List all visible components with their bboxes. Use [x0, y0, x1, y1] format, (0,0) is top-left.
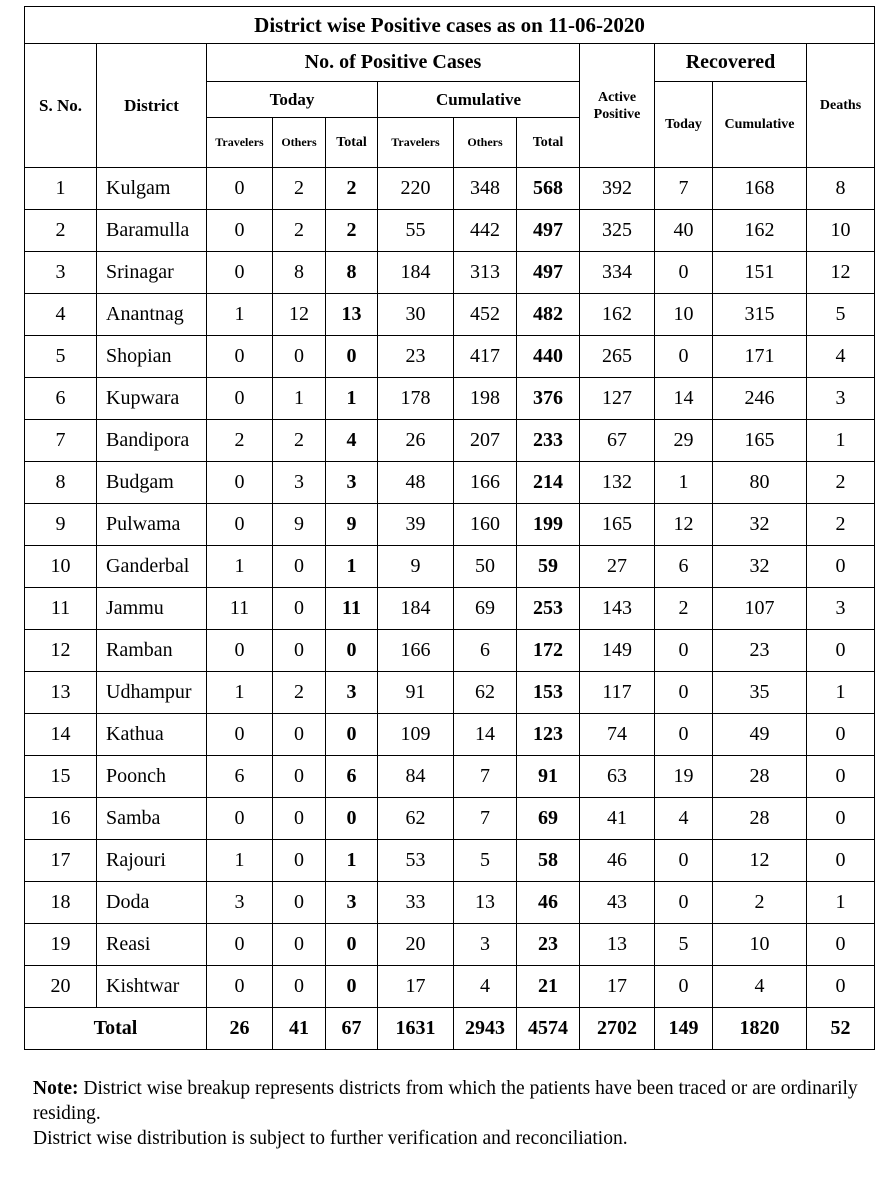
cell-recovered-cumulative: 35	[713, 672, 807, 714]
cell-recovered-today: 10	[655, 294, 713, 336]
total-cell: 1631	[378, 1008, 454, 1050]
note-text-1: District wise breakup represents districts from which the patients have been traced or are ordinarily residing.	[33, 1078, 858, 1124]
cell-recovered-cumulative: 23	[713, 630, 807, 672]
cell-cum-travelers: 48	[378, 462, 454, 504]
cell-deaths: 2	[807, 504, 875, 546]
cell-recovered-cumulative: 32	[713, 504, 807, 546]
cell-recovered-cumulative: 32	[713, 546, 807, 588]
cell-today-others: 12	[273, 294, 326, 336]
cell-recovered-today: 0	[655, 336, 713, 378]
header-cum-others: Others	[454, 118, 517, 168]
cell-active-positive: 41	[580, 798, 655, 840]
cell-today-others: 2	[273, 420, 326, 462]
cell-deaths: 12	[807, 252, 875, 294]
cell-today-others: 0	[273, 630, 326, 672]
cell-today-total: 0	[326, 798, 378, 840]
cell-deaths: 0	[807, 630, 875, 672]
header-cumulative: Cumulative	[378, 82, 580, 118]
cell-cum-travelers: 26	[378, 420, 454, 462]
cell-today-total: 3	[326, 882, 378, 924]
cell-cum-travelers: 91	[378, 672, 454, 714]
cell-deaths: 0	[807, 798, 875, 840]
cell-today-others: 3	[273, 462, 326, 504]
cell-today-others: 0	[273, 714, 326, 756]
cell-today-travelers: 0	[207, 378, 273, 420]
cell-active-positive: 165	[580, 504, 655, 546]
cell-deaths: 10	[807, 210, 875, 252]
cell-today-travelers: 0	[207, 336, 273, 378]
cell-recovered-today: 12	[655, 504, 713, 546]
cell-cum-travelers: 9	[378, 546, 454, 588]
cell-today-total: 0	[326, 336, 378, 378]
cell-district: Kishtwar	[97, 966, 207, 1008]
cell-sno: 18	[25, 882, 97, 924]
cell-cum-others: 4	[454, 966, 517, 1008]
cell-recovered-cumulative: 28	[713, 798, 807, 840]
cell-recovered-today: 2	[655, 588, 713, 630]
cell-cum-total: 172	[517, 630, 580, 672]
cell-district: Kathua	[97, 714, 207, 756]
cell-cum-total: 376	[517, 378, 580, 420]
cell-district: Budgam	[97, 462, 207, 504]
cell-today-total: 9	[326, 504, 378, 546]
total-label: Total	[25, 1008, 207, 1050]
cell-cum-travelers: 30	[378, 294, 454, 336]
cell-today-travelers: 0	[207, 798, 273, 840]
cell-cum-total: 46	[517, 882, 580, 924]
cell-recovered-cumulative: 151	[713, 252, 807, 294]
table-row	[25, 588, 875, 630]
cell-today-others: 0	[273, 924, 326, 966]
cell-recovered-today: 19	[655, 756, 713, 798]
cell-recovered-cumulative: 4	[713, 966, 807, 1008]
cell-cum-travelers: 109	[378, 714, 454, 756]
cell-active-positive: 265	[580, 336, 655, 378]
cell-district: Bandipora	[97, 420, 207, 462]
cell-recovered-cumulative: 10	[713, 924, 807, 966]
cell-active-positive: 117	[580, 672, 655, 714]
cell-today-travelers: 0	[207, 924, 273, 966]
table-row	[25, 966, 875, 1008]
cell-deaths: 0	[807, 714, 875, 756]
cell-sno: 16	[25, 798, 97, 840]
cell-today-travelers: 0	[207, 504, 273, 546]
cell-today-total: 3	[326, 672, 378, 714]
cell-sno: 7	[25, 420, 97, 462]
cell-cum-travelers: 220	[378, 168, 454, 210]
cell-sno: 20	[25, 966, 97, 1008]
cell-today-others: 2	[273, 672, 326, 714]
cell-today-others: 2	[273, 168, 326, 210]
table-row	[25, 882, 875, 924]
cell-sno: 8	[25, 462, 97, 504]
total-cell: 26	[207, 1008, 273, 1050]
cell-district: Doda	[97, 882, 207, 924]
cell-cum-total: 59	[517, 546, 580, 588]
cell-recovered-today: 6	[655, 546, 713, 588]
table-row	[25, 672, 875, 714]
table-row	[25, 840, 875, 882]
table-row	[25, 378, 875, 420]
cell-cum-total: 482	[517, 294, 580, 336]
header-active-positive: Active Positive	[580, 44, 655, 168]
header-district: District	[97, 44, 207, 168]
table-row	[25, 798, 875, 840]
cell-deaths: 0	[807, 840, 875, 882]
cell-cum-travelers: 166	[378, 630, 454, 672]
cell-sno: 19	[25, 924, 97, 966]
cell-today-total: 1	[326, 546, 378, 588]
cell-cum-travelers: 178	[378, 378, 454, 420]
cell-today-travelers: 1	[207, 294, 273, 336]
header-recovered-today: Today	[655, 82, 713, 168]
cell-recovered-cumulative: 49	[713, 714, 807, 756]
cell-sno: 5	[25, 336, 97, 378]
cell-active-positive: 132	[580, 462, 655, 504]
cell-cum-travelers: 184	[378, 252, 454, 294]
district-cases-table	[24, 6, 875, 1050]
cell-today-others: 0	[273, 336, 326, 378]
cell-sno: 2	[25, 210, 97, 252]
note-label: Note:	[33, 1078, 79, 1099]
cell-sno: 13	[25, 672, 97, 714]
cell-recovered-today: 0	[655, 252, 713, 294]
cell-today-travelers: 0	[207, 168, 273, 210]
cell-cum-total: 497	[517, 252, 580, 294]
cell-district: Udhampur	[97, 672, 207, 714]
header-positive-cases: No. of Positive Cases	[207, 44, 580, 82]
cell-today-total: 0	[326, 924, 378, 966]
cell-today-travelers: 6	[207, 756, 273, 798]
cell-recovered-cumulative: 165	[713, 420, 807, 462]
table-row	[25, 294, 875, 336]
total-row	[25, 1008, 875, 1050]
cell-today-total: 6	[326, 756, 378, 798]
cell-today-travelers: 2	[207, 420, 273, 462]
cell-recovered-today: 29	[655, 420, 713, 462]
cell-sno: 4	[25, 294, 97, 336]
table-row	[25, 924, 875, 966]
cell-recovered-today: 4	[655, 798, 713, 840]
cell-cum-others: 160	[454, 504, 517, 546]
cell-cum-others: 348	[454, 168, 517, 210]
cell-district: Samba	[97, 798, 207, 840]
cell-cum-total: 58	[517, 840, 580, 882]
cell-cum-others: 7	[454, 798, 517, 840]
cell-cum-others: 5	[454, 840, 517, 882]
cell-today-others: 0	[273, 966, 326, 1008]
cell-cum-others: 3	[454, 924, 517, 966]
cell-active-positive: 67	[580, 420, 655, 462]
cell-active-positive: 127	[580, 378, 655, 420]
cell-active-positive: 13	[580, 924, 655, 966]
cell-deaths: 0	[807, 546, 875, 588]
table-row	[25, 252, 875, 294]
cell-recovered-today: 1	[655, 462, 713, 504]
total-cell: 1820	[713, 1008, 807, 1050]
header-sno: S. No.	[25, 44, 97, 168]
cell-recovered-cumulative: 171	[713, 336, 807, 378]
cell-district: Baramulla	[97, 210, 207, 252]
cell-today-others: 0	[273, 588, 326, 630]
cell-deaths: 8	[807, 168, 875, 210]
cell-recovered-today: 0	[655, 966, 713, 1008]
cell-today-others: 2	[273, 210, 326, 252]
cell-cum-others: 6	[454, 630, 517, 672]
cell-recovered-today: 14	[655, 378, 713, 420]
cell-sno: 14	[25, 714, 97, 756]
header-today-travelers: Travelers	[207, 118, 273, 168]
cell-active-positive: 43	[580, 882, 655, 924]
cell-recovered-cumulative: 28	[713, 756, 807, 798]
cell-sno: 10	[25, 546, 97, 588]
cell-district: Shopian	[97, 336, 207, 378]
table-row	[25, 546, 875, 588]
cell-cum-others: 417	[454, 336, 517, 378]
cell-active-positive: 149	[580, 630, 655, 672]
cell-recovered-cumulative: 80	[713, 462, 807, 504]
cell-cum-others: 166	[454, 462, 517, 504]
cell-cum-total: 497	[517, 210, 580, 252]
cell-today-total: 0	[326, 714, 378, 756]
cell-active-positive: 392	[580, 168, 655, 210]
cell-district: Anantnag	[97, 294, 207, 336]
cell-cum-others: 452	[454, 294, 517, 336]
cell-district: Poonch	[97, 756, 207, 798]
cell-cum-total: 21	[517, 966, 580, 1008]
cell-today-others: 9	[273, 504, 326, 546]
cell-cum-others: 313	[454, 252, 517, 294]
cell-today-travelers: 0	[207, 630, 273, 672]
cell-cum-travelers: 62	[378, 798, 454, 840]
cell-cum-others: 13	[454, 882, 517, 924]
total-cell: 52	[807, 1008, 875, 1050]
header-cum-travelers: Travelers	[378, 118, 454, 168]
cell-today-travelers: 1	[207, 546, 273, 588]
cell-district: Srinagar	[97, 252, 207, 294]
cell-recovered-today: 0	[655, 714, 713, 756]
cell-active-positive: 74	[580, 714, 655, 756]
header-deaths: Deaths	[807, 44, 875, 168]
cell-active-positive: 63	[580, 756, 655, 798]
cell-deaths: 4	[807, 336, 875, 378]
cell-recovered-today: 7	[655, 168, 713, 210]
cell-district: Kupwara	[97, 378, 207, 420]
cell-cum-travelers: 20	[378, 924, 454, 966]
cell-today-others: 0	[273, 840, 326, 882]
header-today: Today	[207, 82, 378, 118]
cell-active-positive: 17	[580, 966, 655, 1008]
cell-deaths: 2	[807, 462, 875, 504]
cell-today-travelers: 1	[207, 672, 273, 714]
cell-cum-total: 440	[517, 336, 580, 378]
cell-today-travelers: 0	[207, 462, 273, 504]
cell-cum-others: 69	[454, 588, 517, 630]
cell-district: Kulgam	[97, 168, 207, 210]
cell-cum-travelers: 17	[378, 966, 454, 1008]
cell-today-total: 1	[326, 840, 378, 882]
cell-district: Ganderbal	[97, 546, 207, 588]
cell-district: Pulwama	[97, 504, 207, 546]
table-row	[25, 462, 875, 504]
note	[33, 1076, 873, 1151]
cell-sno: 15	[25, 756, 97, 798]
cell-cum-others: 14	[454, 714, 517, 756]
cell-today-others: 0	[273, 798, 326, 840]
cell-cum-total: 253	[517, 588, 580, 630]
cell-recovered-today: 0	[655, 672, 713, 714]
table-row	[25, 630, 875, 672]
cell-today-others: 1	[273, 378, 326, 420]
cell-today-travelers: 0	[207, 966, 273, 1008]
cell-today-travelers: 0	[207, 252, 273, 294]
cell-district: Ramban	[97, 630, 207, 672]
cell-deaths: 5	[807, 294, 875, 336]
cell-active-positive: 334	[580, 252, 655, 294]
total-cell: 4574	[517, 1008, 580, 1050]
cell-active-positive: 143	[580, 588, 655, 630]
cell-district: Reasi	[97, 924, 207, 966]
cell-today-travelers: 0	[207, 714, 273, 756]
header-cum-total: Total	[517, 118, 580, 168]
table-row	[25, 420, 875, 462]
cell-sno: 1	[25, 168, 97, 210]
note-line-2: District wise distribution is subject to further verification and reconciliation.	[33, 1128, 628, 1149]
cell-cum-total: 233	[517, 420, 580, 462]
cell-today-total: 8	[326, 252, 378, 294]
cell-cum-total: 568	[517, 168, 580, 210]
cell-cum-travelers: 23	[378, 336, 454, 378]
cell-cum-travelers: 53	[378, 840, 454, 882]
total-cell: 149	[655, 1008, 713, 1050]
cell-recovered-today: 0	[655, 882, 713, 924]
cell-active-positive: 162	[580, 294, 655, 336]
cell-today-total: 2	[326, 210, 378, 252]
cell-today-total: 0	[326, 966, 378, 1008]
cell-today-travelers: 11	[207, 588, 273, 630]
cell-cum-total: 123	[517, 714, 580, 756]
table-row	[25, 336, 875, 378]
cell-recovered-cumulative: 107	[713, 588, 807, 630]
cell-deaths: 1	[807, 420, 875, 462]
cell-recovered-today: 5	[655, 924, 713, 966]
cell-cum-travelers: 184	[378, 588, 454, 630]
cell-cum-travelers: 55	[378, 210, 454, 252]
total-cell: 67	[326, 1008, 378, 1050]
total-cell: 2702	[580, 1008, 655, 1050]
header-recovered-cumulative: Cumulative	[713, 82, 807, 168]
cell-recovered-cumulative: 168	[713, 168, 807, 210]
cell-deaths: 0	[807, 756, 875, 798]
cell-cum-others: 62	[454, 672, 517, 714]
table-row	[25, 714, 875, 756]
header-today-total: Total	[326, 118, 378, 168]
total-cell: 2943	[454, 1008, 517, 1050]
cell-cum-others: 198	[454, 378, 517, 420]
cell-today-total: 2	[326, 168, 378, 210]
cell-today-others: 0	[273, 546, 326, 588]
cell-sno: 6	[25, 378, 97, 420]
cell-cum-total: 214	[517, 462, 580, 504]
cell-recovered-today: 0	[655, 840, 713, 882]
cell-district: Jammu	[97, 588, 207, 630]
cell-recovered-cumulative: 162	[713, 210, 807, 252]
cell-recovered-today: 0	[655, 630, 713, 672]
cell-deaths: 3	[807, 378, 875, 420]
cell-recovered-cumulative: 2	[713, 882, 807, 924]
cell-sno: 11	[25, 588, 97, 630]
table-row	[25, 756, 875, 798]
cell-cum-total: 199	[517, 504, 580, 546]
cell-cum-others: 442	[454, 210, 517, 252]
cell-today-travelers: 1	[207, 840, 273, 882]
cell-today-others: 0	[273, 756, 326, 798]
cell-cum-travelers: 39	[378, 504, 454, 546]
cell-sno: 3	[25, 252, 97, 294]
cell-cum-total: 153	[517, 672, 580, 714]
cell-today-total: 11	[326, 588, 378, 630]
cell-district: Rajouri	[97, 840, 207, 882]
cell-cum-total: 23	[517, 924, 580, 966]
cell-today-others: 8	[273, 252, 326, 294]
cell-deaths: 0	[807, 966, 875, 1008]
cell-deaths: 1	[807, 672, 875, 714]
table-title: District wise Positive cases as on 11-06-2020	[25, 7, 875, 44]
cell-today-total: 4	[326, 420, 378, 462]
cell-sno: 12	[25, 630, 97, 672]
cell-deaths: 0	[807, 924, 875, 966]
cell-cum-others: 7	[454, 756, 517, 798]
cell-recovered-cumulative: 12	[713, 840, 807, 882]
table-row	[25, 504, 875, 546]
cell-recovered-cumulative: 246	[713, 378, 807, 420]
cell-cum-total: 69	[517, 798, 580, 840]
cell-deaths: 1	[807, 882, 875, 924]
cell-cum-travelers: 33	[378, 882, 454, 924]
cell-today-travelers: 3	[207, 882, 273, 924]
cell-cum-others: 207	[454, 420, 517, 462]
cell-sno: 9	[25, 504, 97, 546]
cell-active-positive: 46	[580, 840, 655, 882]
cell-today-total: 0	[326, 630, 378, 672]
cell-today-total: 1	[326, 378, 378, 420]
cell-today-travelers: 0	[207, 210, 273, 252]
cell-sno: 17	[25, 840, 97, 882]
cell-active-positive: 27	[580, 546, 655, 588]
cell-today-total: 3	[326, 462, 378, 504]
header-today-others: Others	[273, 118, 326, 168]
cell-recovered-today: 40	[655, 210, 713, 252]
total-cell: 41	[273, 1008, 326, 1050]
cell-cum-others: 50	[454, 546, 517, 588]
table-row	[25, 168, 875, 210]
cell-today-total: 13	[326, 294, 378, 336]
header-recovered: Recovered	[655, 44, 807, 82]
cell-cum-travelers: 84	[378, 756, 454, 798]
cell-recovered-cumulative: 315	[713, 294, 807, 336]
cell-deaths: 3	[807, 588, 875, 630]
table-row	[25, 210, 875, 252]
cell-active-positive: 325	[580, 210, 655, 252]
cell-cum-total: 91	[517, 756, 580, 798]
note-line-1	[33, 1076, 873, 1126]
cell-today-others: 0	[273, 882, 326, 924]
